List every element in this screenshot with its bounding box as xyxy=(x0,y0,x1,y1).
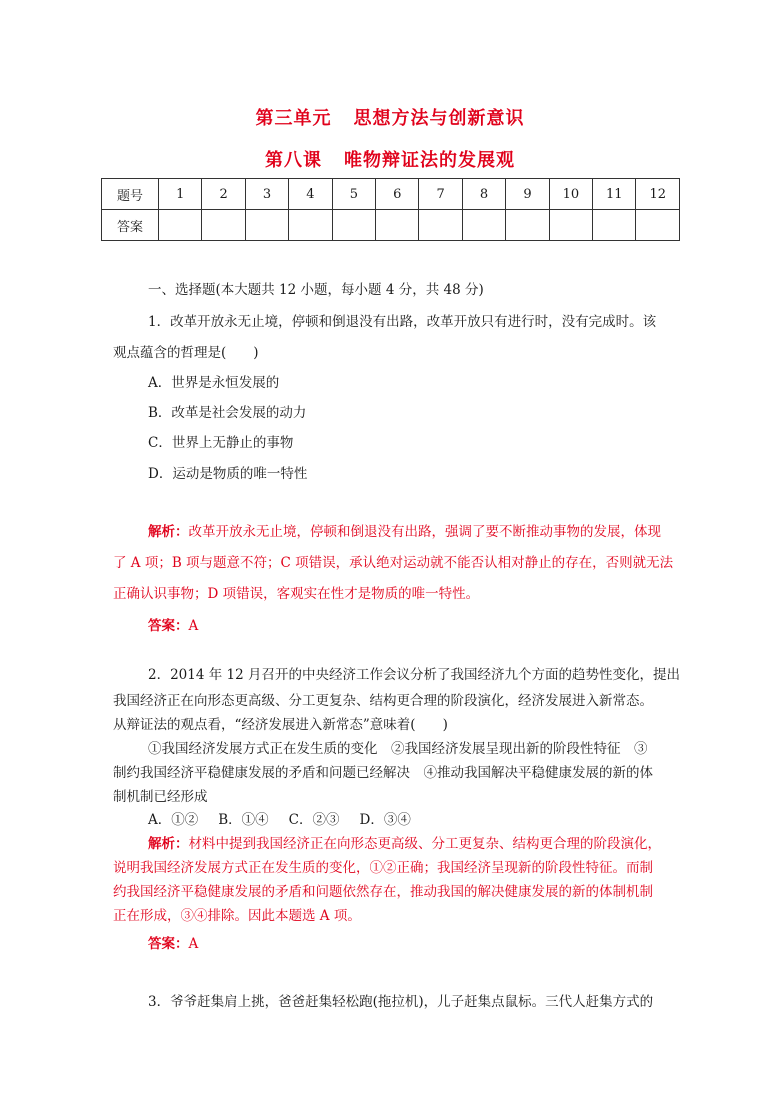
q2-option-d: D．③④ xyxy=(359,812,411,828)
answer-cell-4[interactable] xyxy=(289,210,332,241)
answer-cell-2[interactable] xyxy=(202,210,245,241)
question-number-cell: 12 xyxy=(636,179,680,210)
question-number-cell: 3 xyxy=(245,179,288,210)
q1-analysis-line2: 了 A 项；B 项与题意不符；C 项错误，承认绝对运动就不能否认相对静止的存在，否则就无法 xyxy=(113,555,674,571)
q3-stem-line1: 3．爷爷赶集肩上挑，爸爸赶集轻松跑(拖拉机)，儿子赶集点鼠标。三代人赶集方式的 xyxy=(148,994,654,1010)
q1-option-d: D．运动是物质的唯一特性 xyxy=(148,466,308,482)
answer-cell-9[interactable] xyxy=(506,210,549,241)
q1-answer-label: 答案： xyxy=(148,618,189,634)
q1-analysis-line3: 正确认识事物；D 项错误，客观实在性才是物质的唯一特性。 xyxy=(113,586,480,602)
q2-analysis-label: 解析： xyxy=(148,836,189,852)
answer-cell-6[interactable] xyxy=(376,210,419,241)
q2-stem-line1: 2．2014 年 12 月召开的中央经济工作会议分析了我国经济九个方面的趋势性变化，提出 xyxy=(148,667,680,683)
question-number-cell: 6 xyxy=(376,179,419,210)
question-number-cell: 2 xyxy=(202,179,245,210)
q2-option-b: B．①④ xyxy=(218,812,269,828)
q1-analysis-text1: 改革开放永无止境，停顿和倒退没有出路，强调了要不断推动事物的发展，体现 xyxy=(188,524,661,540)
q2-analysis-text1: 材料中提到我国经济正在向形态更高级、分工更复杂、结构更合理的阶段演化， xyxy=(188,836,661,852)
q2-option-c: C．②③ xyxy=(288,812,340,828)
q2-analysis-line1 xyxy=(148,832,673,852)
q1-answer-value: A xyxy=(188,618,199,634)
unit-title xyxy=(0,104,780,130)
q1-stem-line2: 观点蕴含的哲理是( ) xyxy=(113,345,259,361)
q1-option-b: B．改革是社会发展的动力 xyxy=(148,405,307,421)
q2-answer-value: A xyxy=(188,936,199,952)
answer-cell-10[interactable] xyxy=(549,210,592,241)
question-number-cell: 9 xyxy=(506,179,549,210)
q1-option-a: A．世界是永恒发展的 xyxy=(148,375,280,391)
q2-answer xyxy=(148,932,673,952)
answer-cell-11[interactable] xyxy=(593,210,636,241)
answer-cell-5[interactable] xyxy=(332,210,375,241)
q2-items-line2: 制约我国经济平稳健康发展的矛盾和问题已经解决 ④推动我国解决平稳健康发展的新的体 xyxy=(113,765,653,781)
q1-analysis-line1 xyxy=(148,520,673,540)
q2-options xyxy=(148,808,708,828)
question-number-cell: 10 xyxy=(549,179,592,210)
answer-cell-1[interactable] xyxy=(159,210,202,241)
q1-option-c: C．世界上无静止的事物 xyxy=(148,435,294,451)
question-number-cell: 7 xyxy=(419,179,462,210)
q2-stem-line2: 我国经济正在向形态更高级、分工更复杂、结构更合理的阶段演化，经济发展进入新常态。 xyxy=(113,693,653,709)
answer-cell-7[interactable] xyxy=(419,210,462,241)
answer-table xyxy=(101,178,680,241)
q2-option-a: A．①② xyxy=(148,812,199,828)
lesson-title-label: 第八课 xyxy=(265,150,322,171)
question-number-cell: 4 xyxy=(289,179,332,210)
question-number-cell: 1 xyxy=(159,179,202,210)
q2-analysis-line2: 说明我国经济发展方式正在发生质的变化，①②正确；我国经济呈现新的阶段性特征。而制 xyxy=(113,860,653,876)
answer-header: 答案 xyxy=(102,210,159,241)
q2-analysis-line3: 约我国经济平稳健康发展的矛盾和问题依然存在，推动我国的解决健康发展的新的体制机制 xyxy=(113,884,653,900)
question-number-header: 题号 xyxy=(102,179,159,210)
q2-items-line1: ①我国经济发展方式正在发生质的变化 ②我国经济发展呈现出新的阶段性特征 ③ xyxy=(148,741,648,757)
q1-answer xyxy=(148,614,673,634)
q2-items-line3: 制机制已经形成 xyxy=(113,789,208,805)
unit-title-subtitle: 思想方法与创新意识 xyxy=(353,108,525,129)
answer-cell-8[interactable] xyxy=(462,210,505,241)
q1-stem-line1: 1．改革开放永无止境，停顿和倒退没有出路，改革开放只有进行时，没有完成时。该 xyxy=(148,314,657,330)
q1-analysis-label: 解析： xyxy=(148,524,189,540)
lesson-title-subtitle: 唯物辩证法的发展观 xyxy=(344,150,515,171)
q2-analysis-line4: 正在形成，③④排除。因此本题选 A 项。 xyxy=(113,908,361,924)
answer-cell-3[interactable] xyxy=(245,210,288,241)
question-number-cell: 11 xyxy=(593,179,636,210)
answer-cell-12[interactable] xyxy=(636,210,680,241)
q2-answer-label: 答案： xyxy=(148,936,189,952)
answer-table-number-row xyxy=(102,179,680,210)
q2-stem-line3: 从辩证法的观点看，“经济发展进入新常态”意味着( ) xyxy=(113,717,448,733)
question-number-cell: 5 xyxy=(332,179,375,210)
lesson-title xyxy=(0,146,780,172)
unit-title-label: 第三单元 xyxy=(255,108,332,129)
question-number-cell: 8 xyxy=(462,179,505,210)
answer-table-answer-row xyxy=(102,210,680,241)
section-heading: 一、选择题(本大题共 12 小题，每小题 4 分，共 48 分) xyxy=(148,282,484,298)
